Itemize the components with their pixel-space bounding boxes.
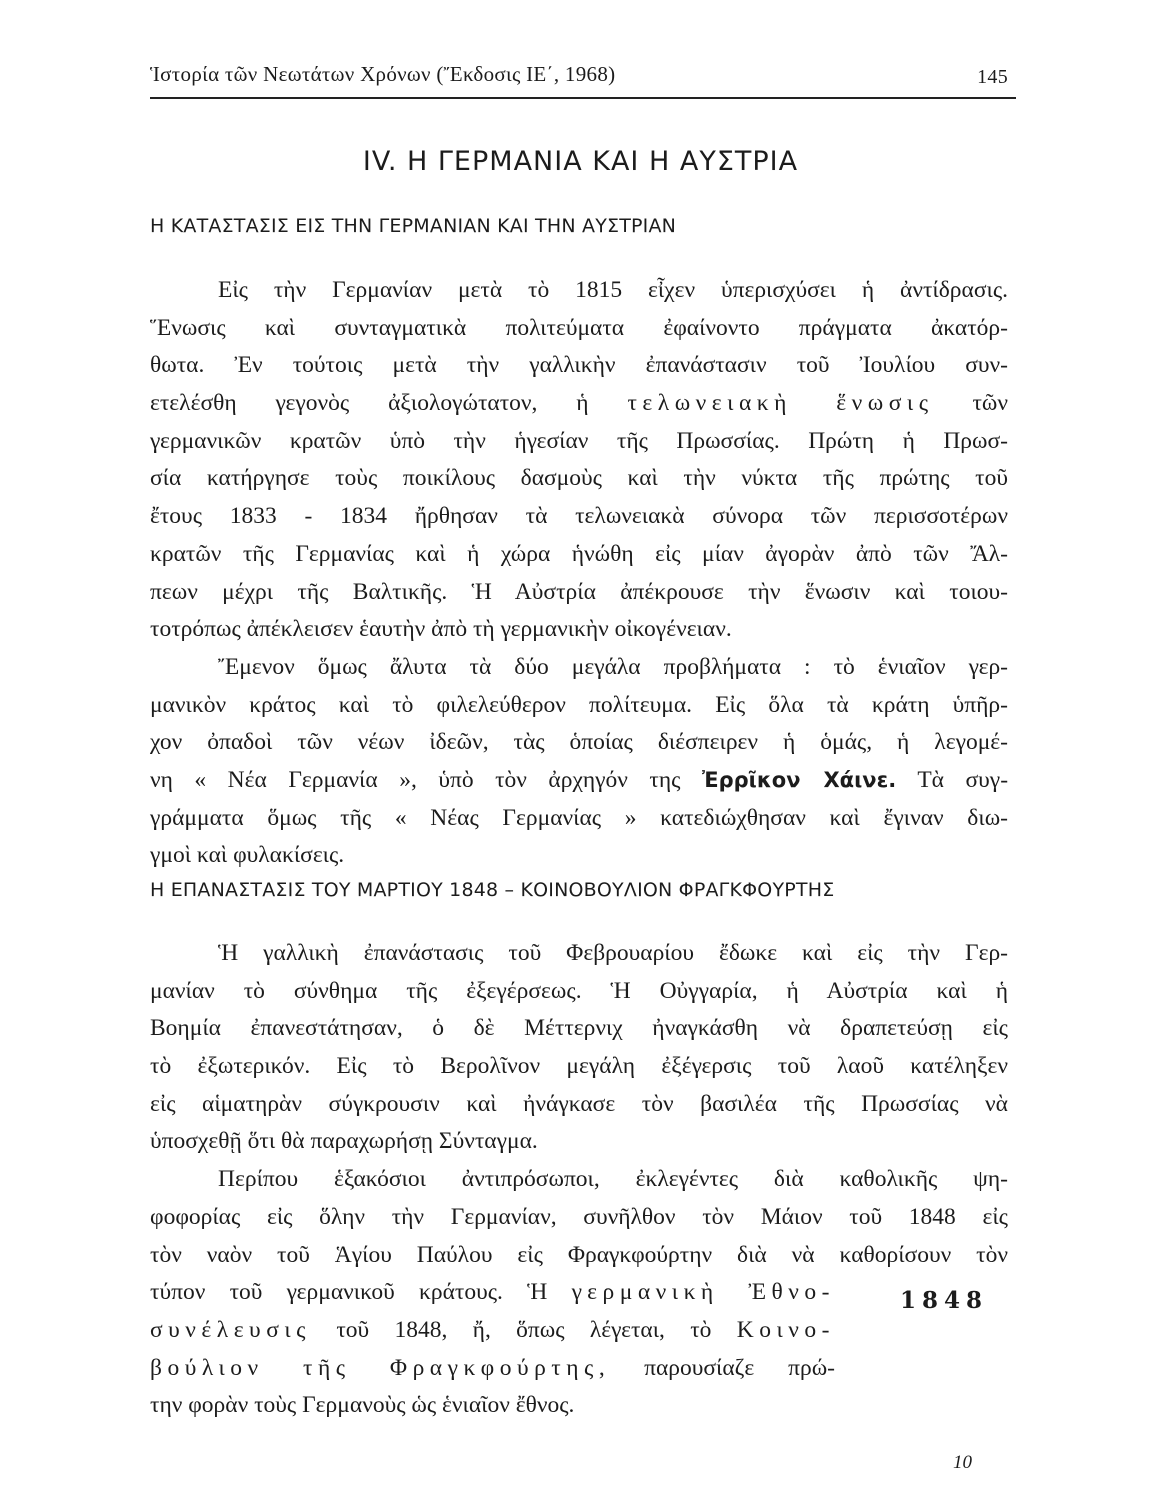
text-line: Ἕνωσις καὶ συνταγματικὰ πολιτεύματα ἐφαίνοντο πράγματα ἀκατόρ- [150,314,1008,341]
text-line: Ἔμενον ὅμως ἄλυτα τὰ δύο μεγάλα προβλήματα : τὸ ἑνιαῖον γερ- [218,653,1008,680]
text-span: Τὰ συγ- [917,766,1009,793]
text-line [150,385,1008,423]
text-span: παρουσίαζε πρώ- [644,1354,836,1381]
text-line: κρατῶν τῆς Γερμανίας καὶ ἡ χώρα ἡνώθη εἰς μίαν ἀγορὰν ἀπὸ τῶν Ἄλ- [150,540,1008,567]
text-line: εἰς αἱματηρὰν σύγκρουσιν καὶ ἠνάγκασε τὸν βασιλέα τῆς Πρωσσίας νὰ [150,1090,1008,1117]
text-line: φοφορίας εἰς ὅλην τὴν Γερμανίαν, συνῆλθον τὸν Μάιον τοῦ 1848 εἰς [150,1203,1008,1230]
text-line: θωτα. Ἐν τούτοις μετὰ τὴν γαλλικὴν ἐπανάστασιν τοῦ Ἰουλίου συν- [150,352,1008,379]
text-line: μανίαν τὸ σύνθημα τῆς ἐξεγέρσεως. Ἡ Οὐγγαρία, ἡ Αὐστρία καὶ ἡ [150,977,1008,1004]
text-line: τὸν ναὸν τοῦ Ἁγίου Παύλου εἰς Φραγκφούρτην διὰ νὰ καθορίσουν τὸν [150,1241,1008,1268]
text-line: τοτρόπως ἀπέκλεισεν ἑαυτὴν ἀπὸ τὴ γερμανικὴν οἰκογένειαν. [150,616,732,643]
section-heading-1: Η ΚΑΤΑΣΤΑΣΙΣ ΕΙΣ ΤΗΝ ΓΕΡΜΑΝΙΑΝ ΚΑΙ ΤΗΝ ΑΥΣΤΡΙΑΝ [150,215,677,237]
chapter-title: IV. Η ΓΕΡΜΑΝΙΑ ΚΑΙ Η ΑΥΣΤΡΙΑ [362,146,799,177]
text-line: ἔτους 1833 - 1834 ἤρθησαν τὰ τελωνειακὰ σύνορα τῶν περισσοτέρων [150,503,1008,530]
text-line: Ἡ γαλλικὴ ἐπανάστασις τοῦ Φεβρουαρίου ἔδωκε καὶ εἰς τὴν Γερ- [218,940,1008,966]
text-line [150,1350,835,1388]
text-line: τὸ ἐξωτερικόν. Εἰς τὸ Βερολῖνον μεγάλη ἐξέγερσις τοῦ λαοῦ κατέληξεν [150,1053,1008,1080]
text-line: χον ὀπαδοὶ τῶν νέων ἰδεῶν, τὰς ὁποίας διέσπειρεν ἡ ὁμάς, ἡ λεγομέ- [150,729,1008,756]
text-line [150,1274,835,1312]
text-line [150,1312,835,1350]
bold-name: Ἐρρῖκον Χάινε. [702,767,897,792]
spaced-emphasis: τελωνειακὴ ἕνωσις [627,390,934,417]
text-span: τοῦ 1848, ἤ, ὅπως λέγεται, τὸ [336,1316,712,1343]
text-line: Περίπου ἑξακόσιοι ἀντιπρόσωποι, ἐκλεγέντες διὰ καθολικῆς ψη- [218,1166,1008,1193]
running-header [150,62,1008,94]
text-line: σία κατήργησε τοὺς ποικίλους δασμοὺς καὶ τὴν νύκτα τῆς πρώτης τοῦ [150,465,1008,492]
text-line: πεων μέχρι τῆς Βαλτικῆς. Ἡ Αὐστρία ἀπέκρουσε τὴν ἕνωσιν καὶ τοιου- [150,578,1008,605]
spaced-emphasis: βούλιον τῆς Φραγκφούρτης, [150,1354,611,1381]
page-number: 145 [977,66,1008,88]
text-line: Εἰς τὴν Γερμανίαν μετὰ τὸ 1815 εἶχεν ὑπερισχύσει ἡ ἀντίδρασις. [218,277,1008,303]
section-2-body [150,935,1008,1425]
spaced-emphasis: γερμανικὴ Ἐθνο- [571,1279,835,1306]
section-heading-2: Η ΕΠΑΝΑΣΤΑΣΙΣ ΤΟΥ ΜΑΡΤΙΟΥ 1848 – ΚΟΙΝΟΒΟΥΛΙΟΝ ΦΡΑΓΚΦΟΥΡΤΗΣ [150,879,835,901]
spaced-emphasis: Κοινο- [736,1316,836,1343]
text-span: τῶν [972,390,1009,417]
margin-note-year: 1848 [900,1287,989,1314]
text-line: Βοημία ἐπανεστάτησαν, ὁ δὲ Μέττερνιχ ἠναγκάσθη νὰ δραπετεύσῃ εἰς [150,1015,1008,1042]
text-line [150,762,1008,800]
text-span: ετελέσθη γεγονὸς ἀξιολογώτατον, ἡ [150,390,589,417]
text-line: μανικὸν κράτος καὶ τὸ φιλελεύθερον πολίτευμα. Εἰς ὅλα τὰ κράτη ὑπῆρ- [150,691,1008,718]
running-title: Ἱστορία τῶν Νεωτάτων Χρόνων (Ἔκδοσις ΙΕ΄, 1968) [150,62,616,86]
text-line: γμοὶ καὶ φυλακίσεις. [150,842,345,869]
text-span: τύπον τοῦ γερμανικοῦ κράτους. Ἡ [150,1279,548,1306]
header-rule [150,97,1016,99]
text-line: ὑποσχεθῇ ὅτι θὰ παραχωρήσῃ Σύνταγμα. [150,1128,538,1155]
section-1-body [150,272,1008,875]
signature-mark: 10 [953,1452,972,1473]
text-line: την φορὰν τοὺς Γερμανοὺς ὡς ἑνιαῖον ἔθνος. [150,1392,575,1419]
text-line: γράμματα ὅμως τῆς « Νέας Γερμανίας » κατεδιώχθησαν καὶ ἔγιναν διω- [150,804,1008,831]
text-line: γερμανικῶν κρατῶν ὑπὸ τὴν ἡγεσίαν τῆς Πρωσσίας. Πρώτη ἡ Πρωσ- [150,427,1008,454]
text-span: νη « Νέα Γερμανία », ὑπὸ τὸν ἀρχηγόν της [150,766,681,793]
spaced-emphasis: συνέλευσις [150,1316,311,1343]
